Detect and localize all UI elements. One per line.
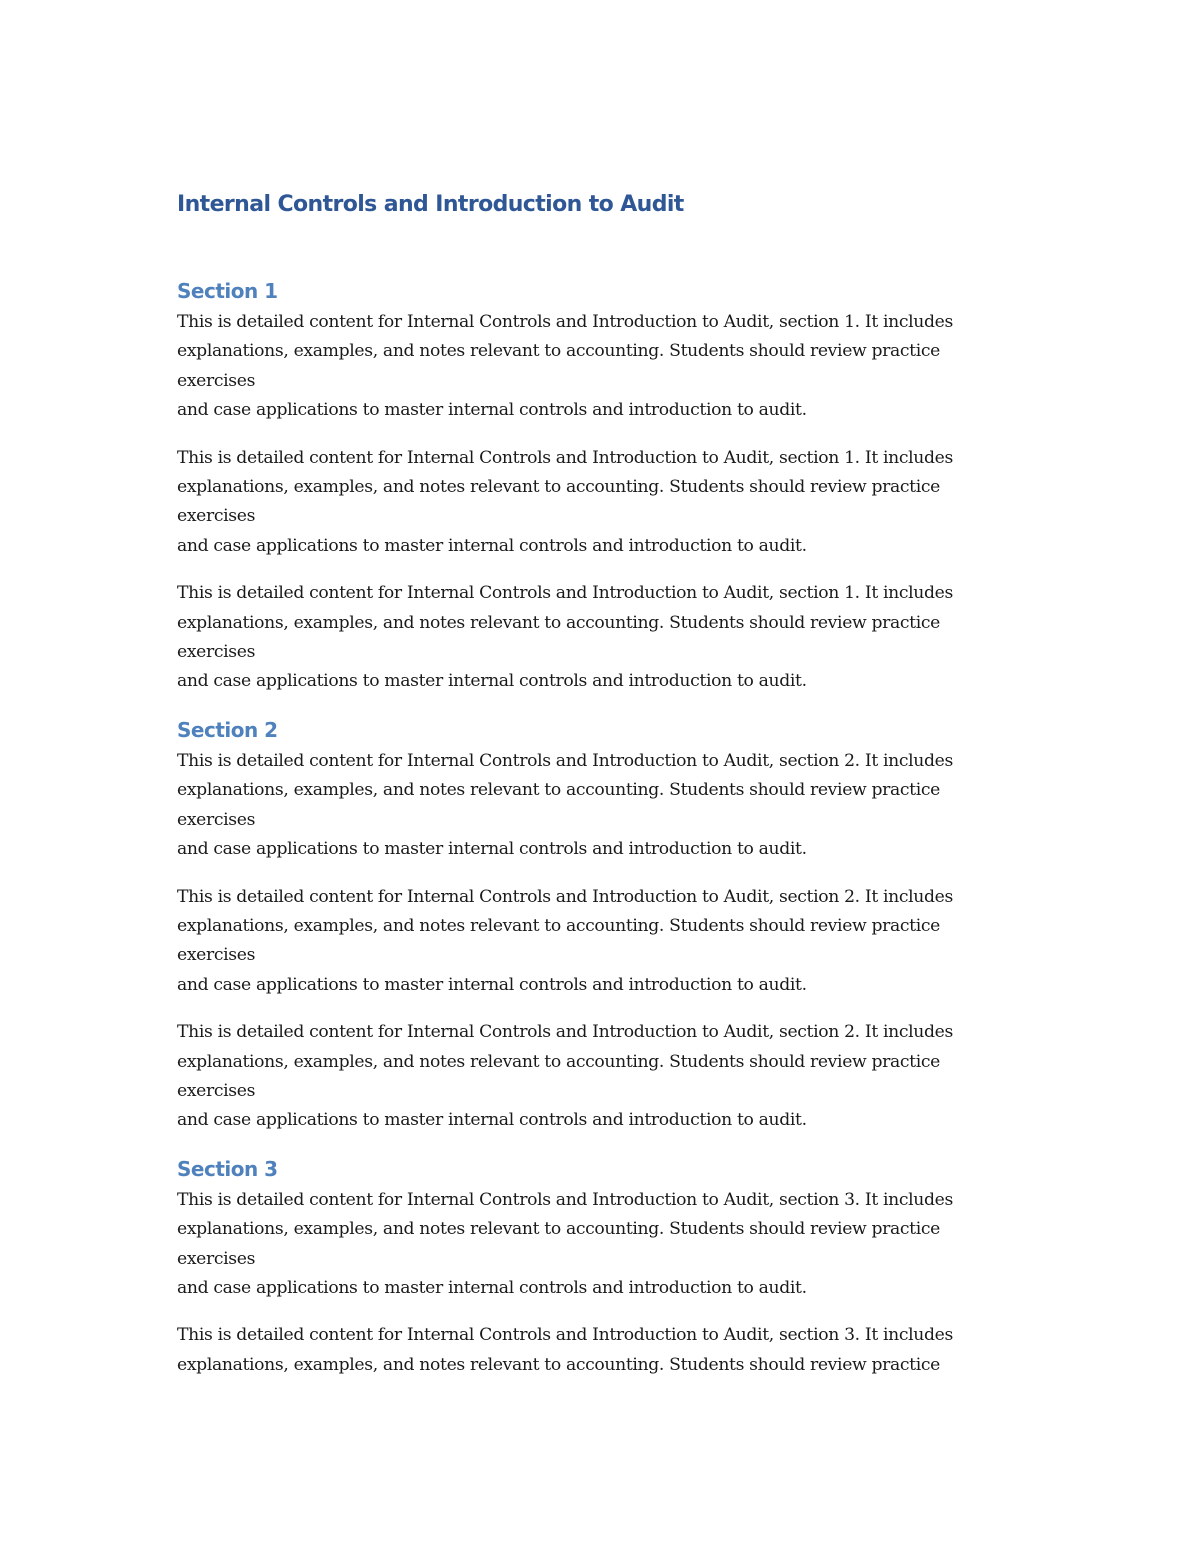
paragraph-line: explanations, examples, and notes relevant to accounting. Students should review practice: [177, 477, 940, 498]
paragraph: [177, 308, 1037, 426]
paragraph-line: explanations, examples, and notes relevant to accounting. Students should review practice: [177, 612, 940, 633]
paragraph-line: explanations, examples, and notes relevant to accounting. Students should review practice: [177, 341, 940, 362]
paragraph-line: explanations, examples, and notes relevant to accounting. Students should review practice: [177, 1354, 940, 1375]
paragraph-line: This is detailed content for Internal Controls and Introduction to Audit, section 1. It includes: [177, 312, 953, 332]
paragraph: [177, 1186, 1037, 1304]
paragraph-line: exercises: [177, 642, 256, 663]
section-heading: Section 1: [177, 279, 278, 303]
document-body: [177, 188, 1037, 1398]
paragraph-line: exercises: [177, 945, 256, 966]
paragraph-line: exercises: [177, 1080, 256, 1101]
paragraph-line: and case applications to master internal controls and introduction to audit.: [177, 1277, 807, 1298]
section-heading: Section 3: [177, 1156, 278, 1181]
paragraph-line: and case applications to master internal controls and introduction to audit.: [177, 400, 807, 421]
section-heading: Section 2: [177, 717, 278, 742]
paragraph-line: and case applications to master internal controls and introduction to audit.: [177, 671, 807, 692]
section-3: [177, 1154, 1037, 1380]
paragraph-line: This is detailed content for Internal Controls and Introduction to Audit, section 3. It includes: [177, 1325, 953, 1346]
paragraph: [177, 747, 1037, 865]
paragraph-line: and case applications to master internal controls and introduction to audit.: [177, 974, 807, 995]
paragraph-line: This is detailed content for Internal Controls and Introduction to Audit, section 1. It includes: [177, 447, 953, 468]
paragraph-line: exercises: [177, 1248, 256, 1269]
paragraph-line: and case applications to master internal controls and introduction to audit.: [177, 535, 807, 556]
paragraph-line: explanations, examples, and notes relevant to accounting. Students should review practice: [177, 1219, 940, 1240]
paragraph-line: This is detailed content for Internal Controls and Introduction to Audit, section 1. It includes: [177, 583, 953, 604]
paragraph-line: exercises: [177, 809, 256, 830]
paragraph-line: This is detailed content for Internal Controls and Introduction to Audit, section 3. It includes: [177, 1189, 953, 1210]
paragraph-line: exercises: [177, 370, 256, 391]
paragraph: [177, 579, 1037, 697]
paragraph-line: and case applications to master internal controls and introduction to audit.: [177, 1110, 807, 1131]
paragraph: [177, 1018, 1037, 1136]
paragraph-line: explanations, examples, and notes relevant to accounting. Students should review practice: [177, 780, 940, 801]
paragraph: [177, 883, 1037, 1001]
paragraph-line: explanations, examples, and notes relevant to accounting. Students should review practice: [177, 915, 940, 936]
paragraph-line: This is detailed content for Internal Controls and Introduction to Audit, section 2. It includes: [177, 750, 953, 771]
document-title: Internal Controls and Introduction to Audit: [177, 192, 684, 217]
paragraph-line: and case applications to master internal controls and introduction to audit.: [177, 839, 807, 860]
paragraph-line: This is detailed content for Internal Controls and Introduction to Audit, section 2. It includes: [177, 886, 953, 907]
section-1: [177, 276, 1037, 697]
section-2: [177, 715, 1037, 1136]
paragraph: [177, 444, 1037, 562]
paragraph-line: This is detailed content for Internal Controls and Introduction to Audit, section 2. It includes: [177, 1022, 953, 1043]
paragraph-line: exercises: [177, 506, 256, 527]
paragraph: [177, 1321, 1037, 1380]
paragraph-line: explanations, examples, and notes relevant to accounting. Students should review practice: [177, 1051, 940, 1072]
